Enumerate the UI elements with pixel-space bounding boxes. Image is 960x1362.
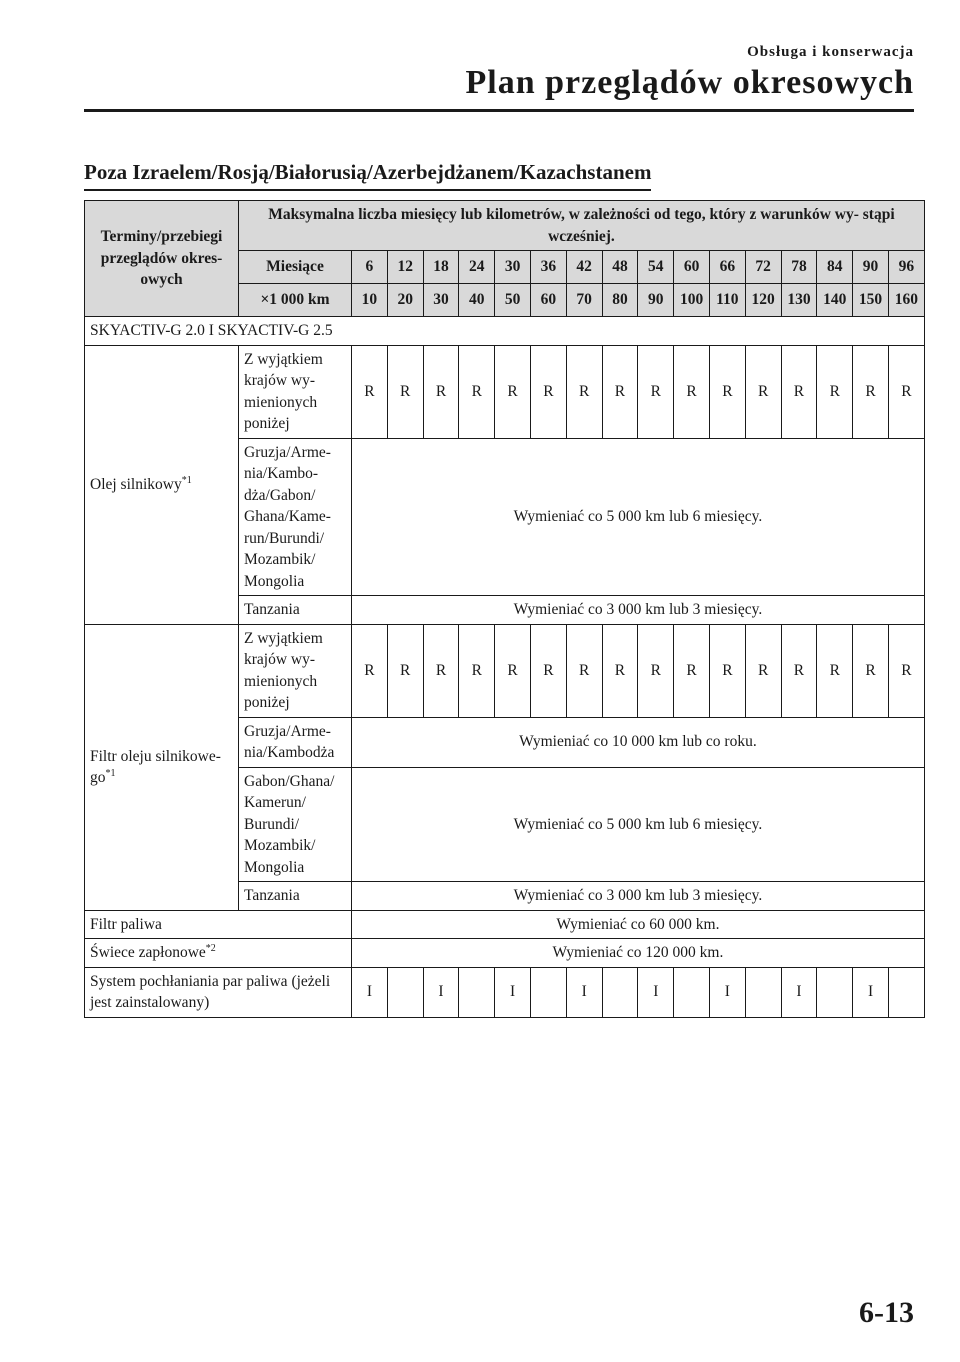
schedule-cell: 10 xyxy=(352,284,388,317)
oil-filter-region3-note: Wymieniać co 5 000 km lub 6 miesięcy. xyxy=(352,767,925,882)
schedule-cell: 50 xyxy=(495,284,531,317)
schedule-cell: I xyxy=(495,967,531,1017)
schedule-cell: R xyxy=(853,345,889,438)
schedule-cell: R xyxy=(352,624,388,717)
schedule-cell: R xyxy=(817,624,853,717)
fuel-filter-note: Wymieniać co 60 000 km. xyxy=(352,910,925,939)
schedule-cell: 90 xyxy=(853,251,889,284)
max-interval-note: Maksymalna liczba miesięcy lub kilometrów, w zależności od tego, który z warunków wy- stąpi wcześniej. xyxy=(239,201,925,251)
schedule-cell: R xyxy=(495,624,531,717)
engine-oil-region2-label: Gruzja/Arme- nia/Kambo- dża/Gabon/ Ghana/Kame- run/Burundi/ Mozambik/ Mongolia xyxy=(239,438,352,596)
schedule-cell: R xyxy=(781,345,817,438)
schedule-cell xyxy=(745,967,781,1017)
schedule-cell: R xyxy=(566,624,602,717)
schedule-cell: R xyxy=(745,345,781,438)
schedule-cell: I xyxy=(566,967,602,1017)
schedule-cell: R xyxy=(495,345,531,438)
engine-oil-label: Olej silnikowy$^{*1}$ xyxy=(85,345,239,624)
schedule-cell: 18 xyxy=(423,251,459,284)
schedule-cell xyxy=(387,967,423,1017)
schedule-cell: 60 xyxy=(674,251,710,284)
oil-filter-region4-label: Tanzania xyxy=(239,882,352,911)
schedule-cell xyxy=(817,967,853,1017)
schedule-cell: R xyxy=(459,624,495,717)
engine-section-row xyxy=(85,317,925,346)
schedule-cell: 70 xyxy=(566,284,602,317)
table-row xyxy=(85,345,925,438)
schedule-cell: R xyxy=(674,345,710,438)
schedule-cell: 6 xyxy=(352,251,388,284)
schedule-cell: 12 xyxy=(387,251,423,284)
table-row xyxy=(85,939,925,968)
schedule-cell: 150 xyxy=(853,284,889,317)
engine-oil-region3-label: Tanzania xyxy=(239,596,352,625)
schedule-cell: R xyxy=(387,345,423,438)
corner-label: Terminy/przebiegi przeglądów okres- owych xyxy=(85,201,239,317)
oil-filter-region4-note: Wymieniać co 3 000 km lub 3 miesięcy. xyxy=(352,882,925,911)
schedule-cell: R xyxy=(888,345,924,438)
schedule-cell: R xyxy=(423,624,459,717)
schedule-cell: R xyxy=(781,624,817,717)
schedule-cell: I xyxy=(781,967,817,1017)
spark-plugs-note: Wymieniać co 120 000 km. xyxy=(352,939,925,968)
schedule-cell: 66 xyxy=(709,251,745,284)
schedule-cell: 96 xyxy=(888,251,924,284)
page-number: 6-13 xyxy=(859,1296,914,1329)
schedule-cell: R xyxy=(638,345,674,438)
table-row xyxy=(85,967,925,1017)
schedule-cell xyxy=(530,967,566,1017)
evap-system-label: System pochłaniania par paliwa (jeżeli jest zainstalowany) xyxy=(85,967,352,1017)
schedule-cell: R xyxy=(530,345,566,438)
table-row xyxy=(85,624,925,717)
schedule-cell: I xyxy=(853,967,889,1017)
schedule-cell: R xyxy=(638,624,674,717)
schedule-cell: 72 xyxy=(745,251,781,284)
schedule-cell: I xyxy=(638,967,674,1017)
schedule-cell: R xyxy=(709,624,745,717)
schedule-cell: R xyxy=(459,345,495,438)
schedule-cell: R xyxy=(745,624,781,717)
schedule-cell: 78 xyxy=(781,251,817,284)
schedule-cell: 160 xyxy=(888,284,924,317)
schedule-cell: 42 xyxy=(566,251,602,284)
schedule-cell: R xyxy=(602,345,638,438)
oil-filter-region3-label: Gabon/Ghana/ Kamerun/ Burundi/ Mozambik/ Mongolia xyxy=(239,767,352,882)
section-title: Poza Izraelem/Rosją/Białorusią/Azerbejdżanem/Kazachstanem xyxy=(84,160,651,191)
schedule-cell: I xyxy=(423,967,459,1017)
schedule-cell: 48 xyxy=(602,251,638,284)
spark-plugs-label: Świece zapłonowe$^{*2}$ xyxy=(85,939,352,968)
schedule-cell: 54 xyxy=(638,251,674,284)
schedule-cell: R xyxy=(387,624,423,717)
header-divider xyxy=(84,109,914,112)
schedule-cell: 84 xyxy=(817,251,853,284)
footnote-mark: *1 xyxy=(181,474,192,486)
schedule-cell: 30 xyxy=(423,284,459,317)
engine-oil-region3-note: Wymieniać co 3 000 km lub 3 miesięcy. xyxy=(352,596,925,625)
schedule-cell: R xyxy=(888,624,924,717)
schedule-cell: 100 xyxy=(674,284,710,317)
schedule-cell: R xyxy=(817,345,853,438)
oil-filter-label: Filtr oleju silnikowe- $go^{*1}$ xyxy=(85,624,239,910)
schedule-cell: R xyxy=(709,345,745,438)
fuel-filter-label: Filtr paliwa xyxy=(85,910,352,939)
footnote-mark: *1 xyxy=(105,767,116,779)
schedule-cell: 110 xyxy=(709,284,745,317)
schedule-cell: R xyxy=(530,624,566,717)
schedule-cell: 36 xyxy=(530,251,566,284)
schedule-cell: I xyxy=(709,967,745,1017)
schedule-cell: R xyxy=(352,345,388,438)
oil-filter-region2-note: Wymieniać co 10 000 km lub co roku. xyxy=(352,717,925,767)
schedule-cell: 20 xyxy=(387,284,423,317)
table-row xyxy=(85,910,925,939)
schedule-cell: 140 xyxy=(817,284,853,317)
schedule-cell: R xyxy=(566,345,602,438)
schedule-cell xyxy=(602,967,638,1017)
schedule-cell xyxy=(674,967,710,1017)
schedule-cell xyxy=(459,967,495,1017)
schedule-cell: R xyxy=(602,624,638,717)
schedule-cell: 80 xyxy=(602,284,638,317)
schedule-cell: R xyxy=(423,345,459,438)
maintenance-schedule-table xyxy=(84,200,925,1018)
header-section-label: Obsługa i konserwacja xyxy=(747,44,914,60)
schedule-cell: 30 xyxy=(495,251,531,284)
schedule-cell xyxy=(888,967,924,1017)
km-label: ×1 000 km xyxy=(239,284,352,317)
schedule-cell: 60 xyxy=(530,284,566,317)
header-row-note xyxy=(85,201,925,251)
header-chapter-title: Plan przeglądów okresowych xyxy=(465,64,914,101)
oil-filter-region2-label: Gruzja/Arme- nia/Kambodża xyxy=(239,717,352,767)
engine-section-label: SKYACTIV-G 2.0 I SKYACTIV-G 2.5 xyxy=(85,317,925,346)
oil-filter-except-label: Z wyjątkiem krajów wy- mienionych poniżej xyxy=(239,624,352,717)
engine-oil-except-label: Z wyjątkiem krajów wy- mienionych poniżej xyxy=(239,345,352,438)
schedule-cell: 130 xyxy=(781,284,817,317)
footnote-mark: *2 xyxy=(205,942,216,954)
schedule-cell: I xyxy=(352,967,388,1017)
schedule-cell: 24 xyxy=(459,251,495,284)
schedule-cell: 90 xyxy=(638,284,674,317)
schedule-cell: R xyxy=(674,624,710,717)
months-label: Miesiące xyxy=(239,251,352,284)
engine-oil-region2-note: Wymieniać co 5 000 km lub 6 miesięcy. xyxy=(352,438,925,596)
schedule-cell: R xyxy=(853,624,889,717)
schedule-cell: 120 xyxy=(745,284,781,317)
schedule-cell: 40 xyxy=(459,284,495,317)
